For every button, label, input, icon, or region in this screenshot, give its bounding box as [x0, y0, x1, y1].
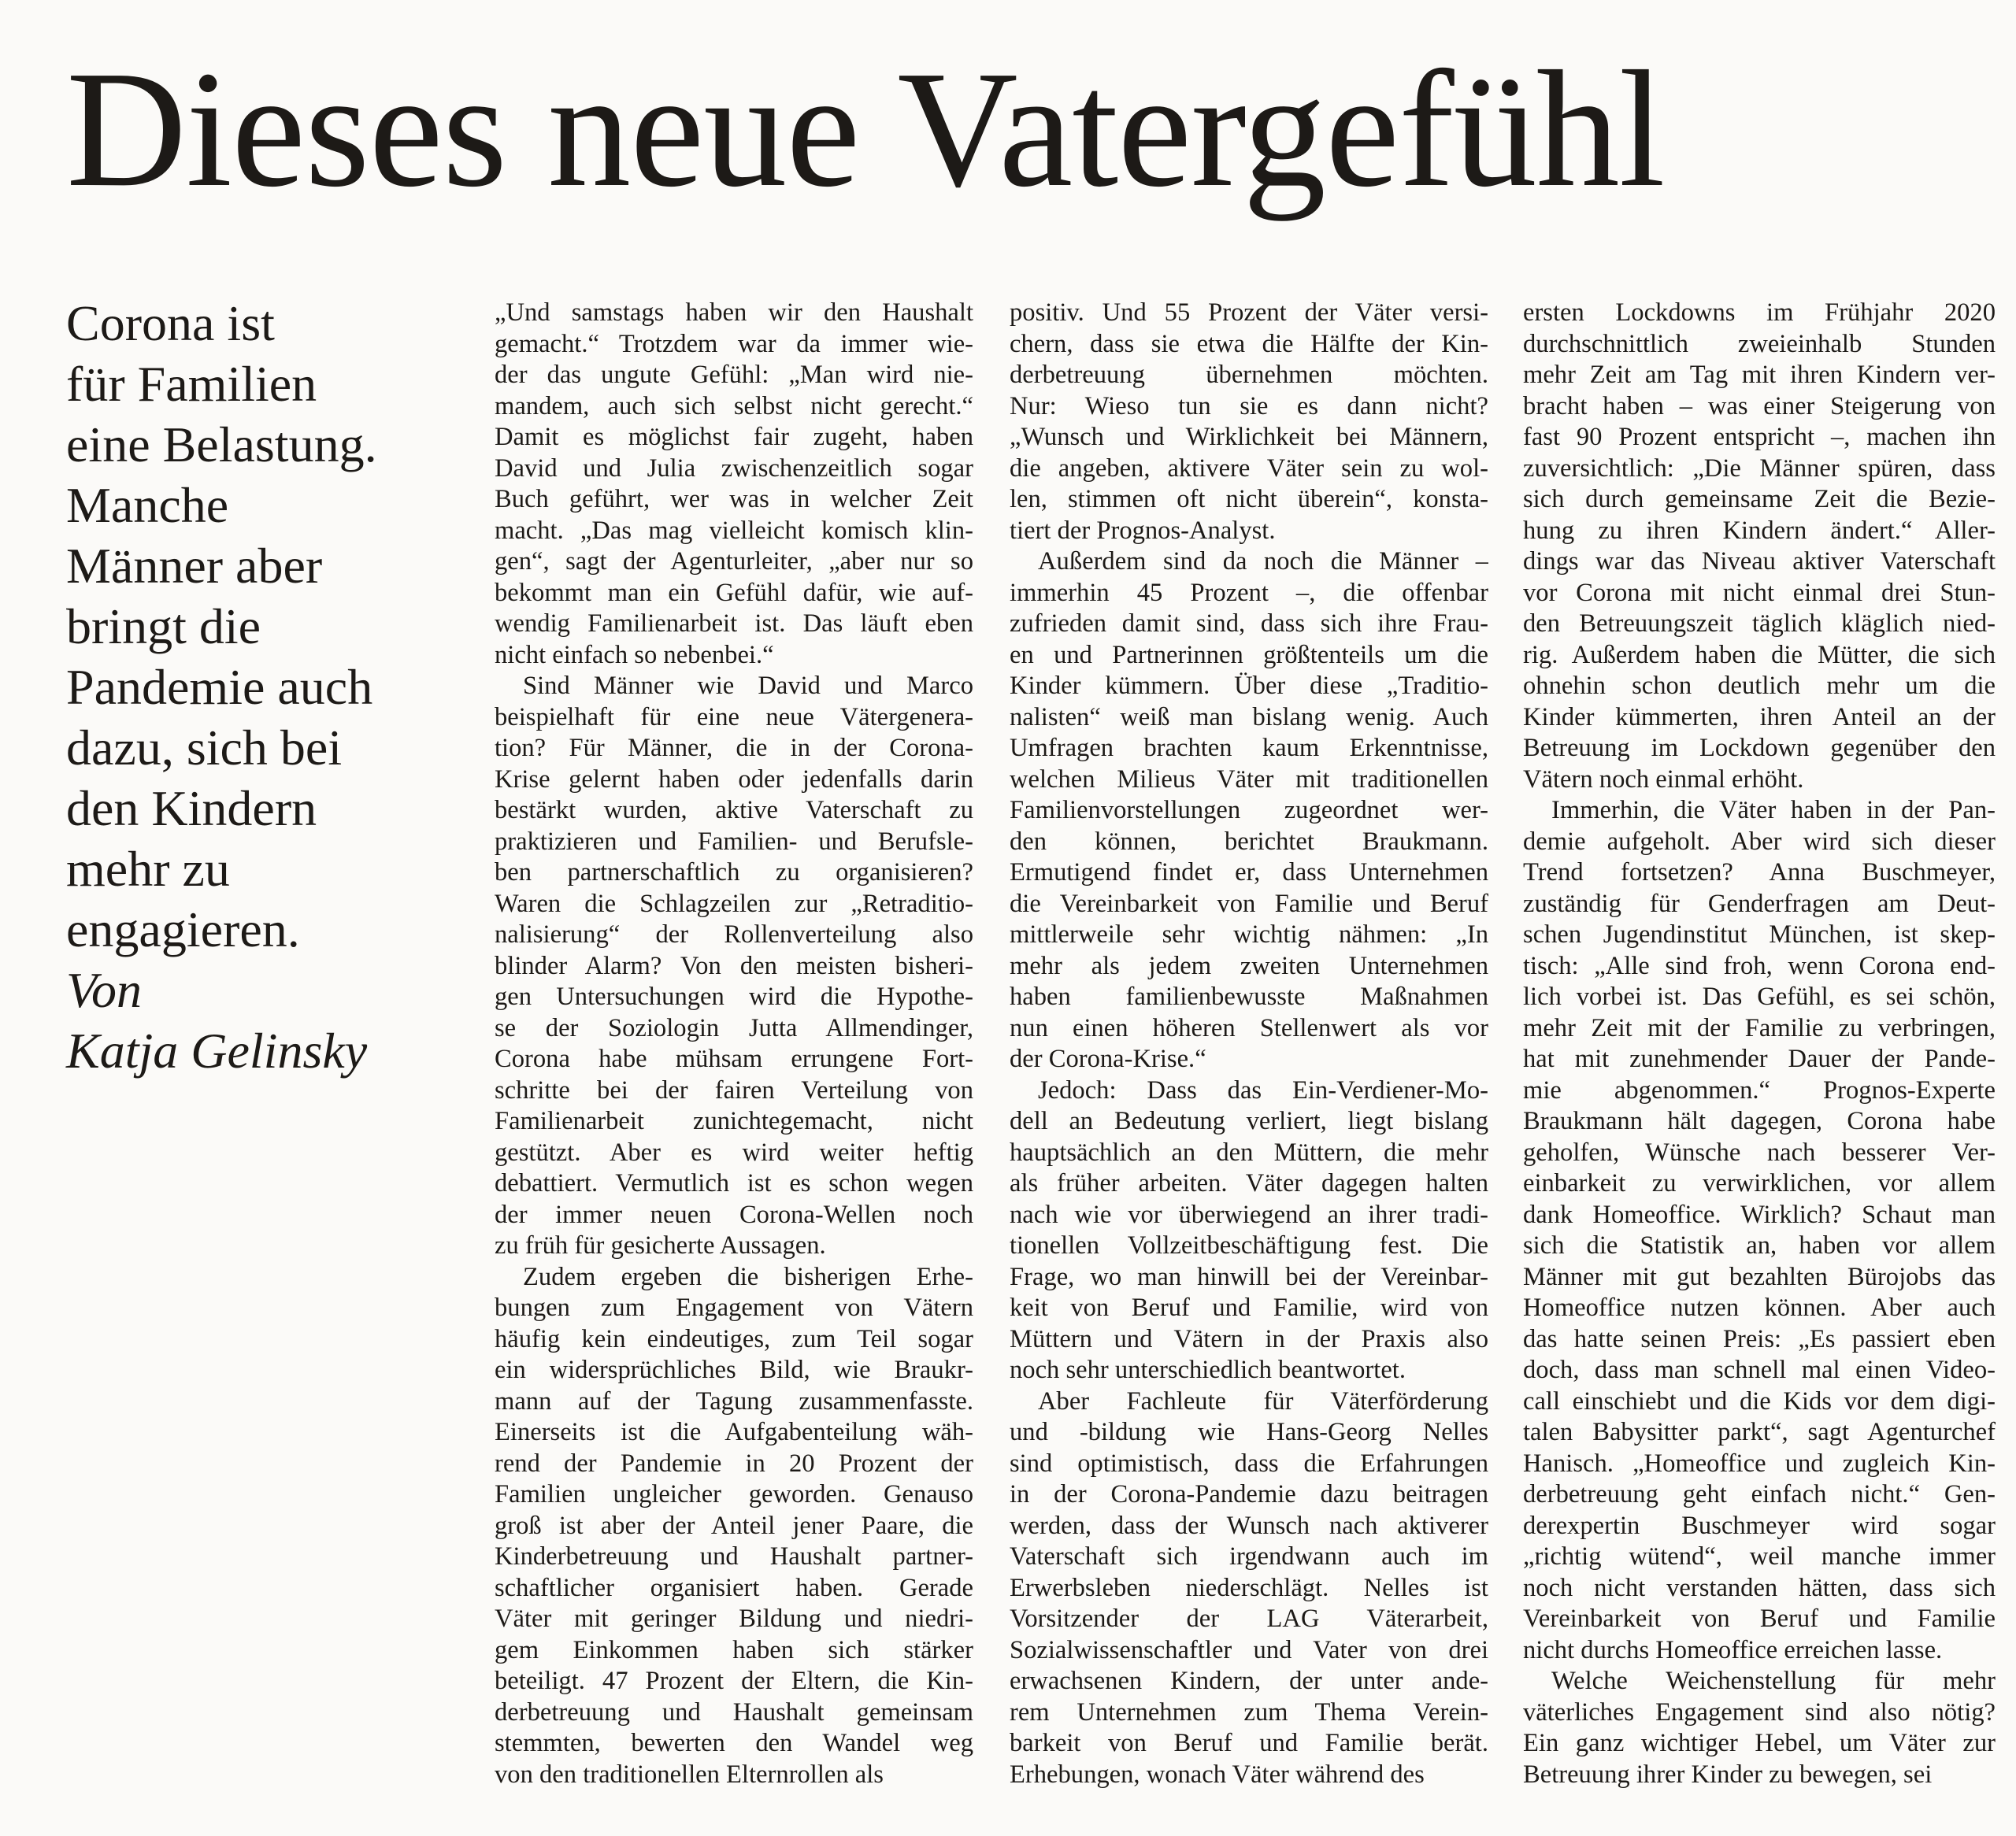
article-line: Kinderbetreuung und Haushalt partner- [495, 1542, 973, 1571]
teaser-line: Manche [66, 477, 229, 533]
article-line: Homeoffice nutzen können. Aber auch [1523, 1294, 1996, 1322]
article-line: mandem, auch sich selbst nicht gerecht.“ [495, 391, 973, 420]
article-line: einbarkeit zu verwirklichen, vor allem [1523, 1169, 1996, 1197]
article-line: Erhebungen, wonach Väter während des [1010, 1760, 1425, 1789]
article-line: len, stimmen oft nicht überein“, konsta- [1010, 485, 1488, 513]
article-line: sich die Statistik an, haben vor allem [1523, 1231, 1996, 1260]
article-line: doch, dass man schnell mal einen Video- [1523, 1356, 1996, 1384]
article-line: mehr als jedem zweiten Unternehmen [1010, 951, 1488, 980]
article-line: bestärkt wurden, aktive Vaterschaft zu [495, 796, 973, 824]
article-line: derbetreuung übernehmen möchten. [1010, 361, 1488, 389]
teaser-line: engagieren. [66, 901, 300, 957]
article-line: durchschnittlich zweieinhalb Stunden [1523, 329, 1996, 358]
article-line: schritte bei der fairen Verteilung von [495, 1075, 973, 1105]
article-line: dell an Bedeutung verliert, liegt bislang [1010, 1107, 1488, 1135]
teaser-line: eine Belastung. [66, 416, 377, 472]
article-column-2 [1010, 298, 1488, 1825]
teaser-line: für Familien [66, 356, 317, 412]
article-line: blinder Alarm? Von den meisten bisheri- [495, 951, 973, 980]
teaser-line: mehr zu [66, 841, 230, 897]
article-line: väterliches Engagement sind also nötig? [1523, 1697, 1996, 1727]
article-line: gemacht.“ Trotzdem war da immer wie- [495, 329, 973, 358]
article-line: demie aufgeholt. Aber wird sich dieser [1523, 827, 1996, 856]
article-line: debattiert. Vermutlich ist es schon wegen [495, 1169, 973, 1197]
article-line: erwachsenen Kindern, der unter ande- [1010, 1667, 1488, 1695]
article-line: hauptsächlich an den Müttern, die mehr [1010, 1138, 1488, 1167]
article-line: en und Partnerinnen größtenteils um die [1010, 640, 1488, 669]
article-line: Kinder kümmern. Über diese „Traditio- [1010, 672, 1488, 700]
article-line: tiert der Prognos-Analyst. [1010, 516, 1276, 545]
article-line: Einerseits ist die Aufgabenteilung wäh- [495, 1418, 973, 1446]
article-line: ben partnerschaftlich zu organisieren? [495, 858, 973, 887]
article-line: Ein ganz wichtiger Hebel, um Väter zur [1523, 1729, 1996, 1757]
article-line: call einschiebt und die Kids vor dem digi- [1523, 1386, 1996, 1416]
teaser-line: dazu, sich bei [66, 720, 343, 775]
article-line: sind optimistisch, dass die Erfahrungen [1010, 1449, 1488, 1478]
article-line: das hatte seinen Preis: „Es passiert eben [1523, 1324, 1996, 1353]
article-line: die angeben, aktivere Väter sein zu wol- [1010, 453, 1488, 483]
article-line: mie abgenommen.“ Prognos-Experte [1523, 1075, 1996, 1105]
article-line: Ermutigend findet er, dass Unternehmen [1010, 858, 1488, 887]
article-line: „richtig wütend“, weil manche immer [1523, 1542, 1996, 1571]
article-line: chern, dass sie etwa die Hälfte der Kin- [1010, 329, 1488, 358]
article-line: Vorsitzender der LAG Väterarbeit, [1010, 1605, 1488, 1633]
article-line: gem Einkommen haben sich stärker [495, 1635, 973, 1664]
article-line: hat mit zunehmender Dauer der Pande- [1523, 1045, 1996, 1073]
article-line: Nur: Wieso tun sie es dann nicht? [1010, 391, 1488, 420]
article-line: gen Untersuchungen wird die Hypothe- [495, 983, 973, 1011]
article-line: häufig kein eindeutiges, zum Teil sogar [495, 1324, 973, 1353]
article-line: zu früh für gesicherte Aussagen. [495, 1231, 826, 1260]
article-line: der immer neuen Corona-Wellen noch [495, 1200, 973, 1229]
byline-author: Katja Gelinsky [66, 1023, 368, 1079]
article-line: „Wunsch und Wirklichkeit bei Männern, [1010, 423, 1488, 451]
article-line: tion? Für Männer, die in der Corona- [495, 734, 973, 762]
article-line: dings war das Niveau aktiver Vaterschaft [1523, 547, 1996, 576]
article-line: nalisierung“ der Rollenverteilung also [495, 920, 973, 949]
teaser-line: Pandemie auch [66, 659, 373, 715]
article-line: Erwerbsleben niederschlägt. Nelles ist [1010, 1573, 1488, 1602]
article-line: Vaterschaft sich irgendwann auch im [1010, 1542, 1488, 1571]
article-line: tionellen Vollzeitbeschäftigung fest. Die [1010, 1231, 1488, 1260]
article-line: schen Jugendinstitut München, ist skep- [1523, 920, 1996, 949]
teaser-line: Corona ist [66, 295, 275, 351]
article-line: dank Homeoffice. Wirklich? Schaut man [1523, 1200, 1996, 1229]
article-line: Müttern und Vätern in der Praxis also [1010, 1324, 1488, 1353]
article-line: derexpertin Buschmeyer wird sogar [1523, 1511, 1996, 1540]
article-line: nun einen höheren Stellenwert als vor [1010, 1013, 1488, 1042]
article-line: zufrieden damit sind, dass sich ihre Frau- [1010, 609, 1488, 638]
article-line: „Und samstags haben wir den Haushalt [495, 298, 973, 327]
article-line: keit von Beruf und Familie, wird von [1010, 1294, 1488, 1322]
article-line: Vereinbarkeit von Beruf und Familie [1523, 1605, 1996, 1633]
article-line: den können, berichtet Braukmann. [1010, 827, 1488, 856]
article-line: mann auf der Tagung zusammenfasste. [495, 1386, 973, 1416]
article-line: Sozialwissenschaftler und Vater von drei [1010, 1635, 1488, 1664]
article-line: rig. Außerdem haben die Mütter, die sich [1523, 640, 1996, 669]
article-line: derbetreuung und Haushalt gemeinsam [495, 1697, 973, 1727]
article-line: gen“, sagt der Agenturleiter, „aber nur so [495, 547, 973, 576]
article-line: Welche Weichenstellung für mehr [1551, 1667, 1996, 1695]
article-line: geholfen, Wünsche nach besserer Ver- [1523, 1138, 1996, 1167]
article-line: der Corona-Krise.“ [1010, 1045, 1206, 1073]
article-line: welchen Milieus Väter mit traditionellen [1010, 764, 1488, 794]
article-line: Waren die Schlagzeilen zur „Retraditio- [495, 889, 973, 918]
article-line: Braukmann hält dagegen, Corona habe [1523, 1107, 1996, 1135]
article-line: Jedoch: Dass das Ein-Verdiener-Mo- [1038, 1075, 1488, 1105]
article-line: schaftlicher organisiert haben. Gerade [495, 1573, 973, 1602]
article-line: nicht einfach so nebenbei.“ [495, 640, 774, 669]
article-line: gestützt. Aber es wird weiter heftig [495, 1138, 973, 1167]
article-line: Umfragen brachten kaum Erkenntnisse, [1010, 734, 1488, 762]
teaser-line: bringt die [66, 598, 261, 654]
article-line: Familienarbeit zunichtegemacht, nicht [495, 1107, 973, 1135]
article-line: Zudem ergeben die bisherigen Erhe- [523, 1262, 973, 1291]
teaser [66, 293, 460, 1081]
article-line: mehr Zeit am Tag mit ihren Kindern ver- [1523, 361, 1996, 389]
article-line: rend der Pandemie in 20 Prozent der [495, 1449, 973, 1478]
article-line: tisch: „Alle sind froh, wenn Corona end- [1523, 951, 1996, 980]
article-line: vor Corona mit nicht einmal drei Stun- [1523, 578, 1996, 607]
article-line: bekommt man ein Gefühl dafür, wie auf- [495, 578, 973, 607]
article-line: se der Soziologin Jutta Allmendinger, [495, 1013, 973, 1042]
article-line: von den traditionellen Elternrollen als [495, 1760, 884, 1789]
article-line: macht. „Das mag vielleicht komisch klin- [495, 516, 973, 545]
article-line: praktizieren und Familien- und Berufsle- [495, 827, 973, 856]
article-line: in der Corona-Pandemie dazu beitragen [1010, 1480, 1488, 1508]
teaser-line: Männer aber [66, 538, 323, 594]
article-line: Betreuung im Lockdown gegenüber den [1523, 734, 1996, 762]
article-line: Krise gelernt haben oder jedenfalls darin [495, 764, 973, 794]
article-line: haben familienbewusste Maßnahmen [1010, 983, 1488, 1011]
article-line: barkeit von Beruf und Familie berät. [1010, 1729, 1488, 1757]
article-line: noch sehr unterschiedlich beantwortet. [1010, 1356, 1406, 1384]
article-line: Kinder kümmerten, ihren Anteil an der [1523, 702, 1996, 731]
article-line: fast 90 Prozent entspricht –, machen ihn [1523, 423, 1996, 451]
article-line: Buch geführt, wer was in welcher Zeit [495, 485, 973, 513]
article-line: und -bildung wie Hans-Georg Nelles [1010, 1418, 1488, 1446]
byline: Von [66, 962, 142, 1018]
article-line: ersten Lockdowns im Frühjahr 2020 [1523, 298, 1996, 327]
article-line: zuversichtlich: „Die Männer spüren, dass [1523, 453, 1996, 483]
article-line: ein widersprüchliches Bild, wie Braukr- [495, 1356, 973, 1384]
article-line: Sind Männer wie David und Marco [523, 672, 973, 700]
article-line: talen Babysitter parkt“, sagt Agenturchef [1523, 1418, 1996, 1446]
article-line: lich vorbei ist. Das Gefühl, es sei schön, [1523, 983, 1996, 1011]
article-line: Trend fortsetzen? Anna Buschmeyer, [1523, 858, 1996, 887]
article-column-1 [495, 298, 973, 1825]
article-line: immerhin 45 Prozent –, die offenbar [1010, 578, 1488, 607]
article-line: derbetreuung geht einfach nicht.“ Gen- [1523, 1480, 1996, 1508]
article-line: Männer mit gut bezahlten Bürojobs das [1523, 1262, 1996, 1291]
article-line: groß ist aber der Anteil jener Paare, die [495, 1511, 973, 1540]
article-line: beteiligt. 47 Prozent der Eltern, die Kin- [495, 1667, 973, 1695]
article-line: nicht durchs Homeoffice erreichen lasse. [1523, 1635, 1943, 1664]
article-line: mittlerweile sehr wichtig nähmen: „In [1010, 920, 1488, 949]
article-line: stemmten, bewerten den Wandel weg [495, 1729, 973, 1757]
article-line: nalisten“ weiß man bislang wenig. Auch [1010, 702, 1488, 731]
article-line: positiv. Und 55 Prozent der Väter versi- [1010, 298, 1488, 327]
article-line: Betreuung ihrer Kinder zu bewegen, sei [1523, 1760, 1933, 1789]
article-line: Aber Fachleute für Väterförderung [1038, 1386, 1488, 1416]
article-line: Hanisch. „Homeoffice und zugleich Kin- [1523, 1449, 1996, 1478]
article-line: Familien ungleicher geworden. Genauso [495, 1480, 973, 1508]
article-line: hung zu ihren Kindern ändert.“ Aller- [1523, 516, 1996, 545]
article-line: den Betreuungszeit täglich kläglich nied- [1523, 609, 1996, 638]
article-line: nach wie vor überwiegend an ihrer tradi- [1010, 1200, 1488, 1229]
article-line: bracht haben – was einer Steigerung von [1523, 391, 1996, 420]
article-line: Väter mit geringer Bildung und niedri- [495, 1605, 973, 1633]
article-line: rem Unternehmen zum Thema Verein- [1010, 1697, 1488, 1727]
article-column-3 [1523, 298, 1996, 1825]
article-line: wendig Familienarbeit ist. Das läuft eben [495, 609, 973, 638]
article-line: David und Julia zwischenzeitlich sogar [495, 453, 973, 483]
article-line: Damit es möglichst fair zugeht, haben [495, 423, 973, 451]
article-line: sich durch gemeinsame Zeit die Bezie- [1523, 485, 1996, 513]
article-line: Corona habe mühsam errungene Fort- [495, 1045, 973, 1073]
article-line: Familienvorstellungen zugeordnet wer- [1010, 796, 1488, 824]
article-line: Frage, wo man hinwill bei der Vereinbar- [1010, 1262, 1488, 1291]
article-line: zuständig für Genderfragen am Deut- [1523, 889, 1996, 918]
article-line: noch nicht verstanden hätten, dass sich [1523, 1573, 1996, 1602]
teaser-line: den Kindern [66, 780, 317, 836]
article-line: Immerhin, die Väter haben in der Pan- [1551, 796, 1996, 824]
article-line: Vätern noch einmal erhöht. [1523, 764, 1804, 794]
article-line: als früher arbeiten. Väter dagegen halten [1010, 1169, 1488, 1197]
article-line: Außerdem sind da noch die Männer – [1038, 547, 1488, 576]
article-line: ohnehin schon deutlich mehr um die [1523, 672, 1996, 700]
article-line: mehr Zeit mit der Familie zu verbringen, [1523, 1013, 1996, 1042]
article-line: beispielhaft für eine neue Vätergenera- [495, 702, 973, 731]
article-line: der das ungute Gefühl: „Man wird nie- [495, 361, 973, 389]
headline: Dieses neue Vatergefühl [66, 36, 1665, 221]
article-line: werden, dass der Wunsch nach aktiverer [1010, 1511, 1488, 1540]
article-line: die Vereinbarkeit von Familie und Beruf [1010, 889, 1488, 918]
article-line: bungen zum Engagement von Vätern [495, 1294, 973, 1322]
